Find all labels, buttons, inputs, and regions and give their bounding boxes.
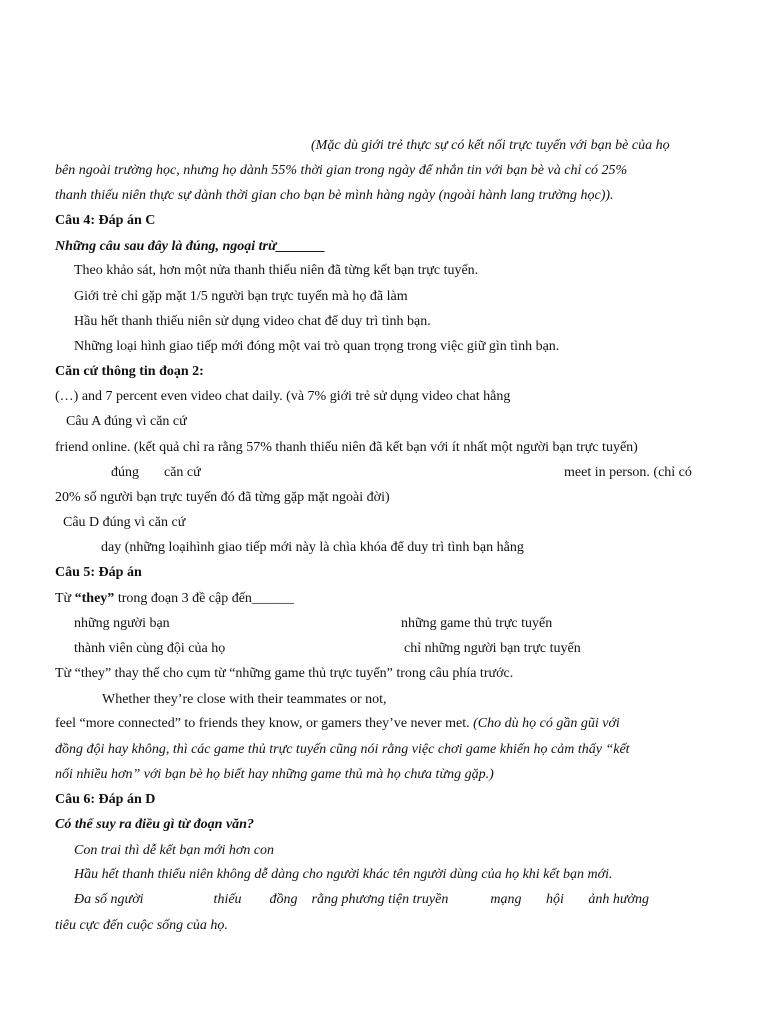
q4-basis-line-1: (…) and 7 percent even video chat daily. (và 7% giới trẻ sử dụng video chat hằng — [55, 389, 511, 404]
q3-translation-line-3: thanh thiếu niên thực sự dành thời gian cho bạn bè mình hàng ngày (ngoài hành lang trường học)). — [55, 188, 614, 203]
q5-quote-line-4: nối nhiều hơn” với bạn bè họ biết hay những game thủ mà họ chưa từng gặp.) — [55, 767, 494, 782]
q5-option-b: những game thủ trực tuyến — [401, 616, 553, 631]
q4-basis-word-dung: đúng — [111, 465, 139, 480]
q4-option-c: Hầu hết thanh thiếu niên sử dụng video chat để duy trì tình bạn. — [74, 314, 431, 329]
q5-quote-line-3: đồng đội hay không, thì các game thủ trực tuyến cũng nói rằng việc chơi game khiến họ cảm thấy “kết — [55, 742, 630, 757]
q5-quote-translation-start: (Cho dù họ có gần gũi với — [473, 716, 620, 731]
q4-basis-line-6: Câu D đúng vì căn cứ — [63, 515, 186, 530]
q6-question: Có thể suy ra điều gì từ đoạn văn? — [55, 817, 254, 832]
q5-explanation: Từ “they” thay thế cho cụm từ “những game thủ trực tuyến” trong câu phía trước. — [55, 666, 514, 681]
q3-translation-line-1: (Mặc dù giới trẻ thực sự có kết nối trực tuyến với bạn bè của họ — [311, 138, 670, 153]
q4-option-b: Giới trẻ chỉ gặp mặt 1/5 người bạn trực tuyến mà họ đã làm — [74, 289, 408, 304]
q4-basis-heading: Căn cứ thông tin đoạn 2: — [55, 364, 204, 379]
q4-basis-meet-in-person: meet in person. (chỉ có — [564, 465, 692, 480]
q5-option-a: những người bạn — [74, 616, 170, 631]
q5-quote-line-2 — [55, 715, 620, 733]
q3-translation-line-2: bên ngoài trường học, nhưng họ dành 55% thời gian trong ngày để nhắn tin với bạn bè và chỉ có 25% — [55, 163, 628, 178]
q6-option-a: Con trai thì dễ kết bạn mới hơn con — [74, 843, 275, 858]
q5-quote-english: feel “more connected” to friends they know, or gamers they’ve never met. — [55, 716, 470, 731]
q4-option-a: Theo khảo sát, hơn một nửa thanh thiếu niên đã từng kết bạn trực tuyến. — [74, 263, 479, 278]
q5-heading: Câu 5: Đáp án — [55, 565, 142, 580]
q5-question-they: “they” — [74, 591, 115, 606]
q5-question-post: trong đoạn 3 đề cập đến______ — [114, 591, 294, 606]
q5-option-d: chỉ những người bạn trực tuyến — [404, 641, 581, 656]
q4-basis-word-can-cu: căn cứ — [164, 465, 201, 480]
q5-option-c: thành viên cùng đội của họ — [74, 641, 226, 656]
q5-question-pre: Từ — [55, 591, 75, 606]
q4-option-d: Những loại hình giao tiếp mới đóng một vai trò quan trọng trong việc giữ gìn tình bạn. — [74, 339, 560, 354]
q4-basis-line-7: day (những loạihình giao tiếp mới này là chìa khóa để duy trì tình bạn hằng — [101, 540, 524, 555]
q6-option-c: Đa số người thiếu đồng rằng phương tiện truyền mạng hội ảnh hưởng — [74, 892, 649, 907]
q4-question: Những câu sau đây là đúng, ngoại trừ_______ — [55, 239, 326, 254]
q4-basis-line-5: 20% số người bạn trực tuyến đó đã từng gặp mặt ngoài đời) — [55, 490, 390, 505]
q6-option-c-continued: tiêu cực đến cuộc sống của họ. — [55, 918, 228, 933]
q6-heading: Câu 6: Đáp án D — [55, 792, 156, 807]
q4-heading: Câu 4: Đáp án C — [55, 213, 156, 228]
q4-basis-line-3: friend online. (kết quả chỉ ra rằng 57% thanh thiếu niên đã kết bạn với ít nhất một người bạn trực tuyến) — [55, 440, 638, 455]
q6-option-b: Hầu hết thanh thiếu niên không dễ dàng cho người khác tên người dùng của họ khi kết bạn mới. — [74, 867, 613, 882]
q5-quote-line-1: Whether they’re close with their teammates or not, — [102, 692, 387, 707]
q4-basis-line-2: Câu A đúng vì căn cứ — [66, 414, 187, 429]
q5-question — [55, 590, 294, 608]
